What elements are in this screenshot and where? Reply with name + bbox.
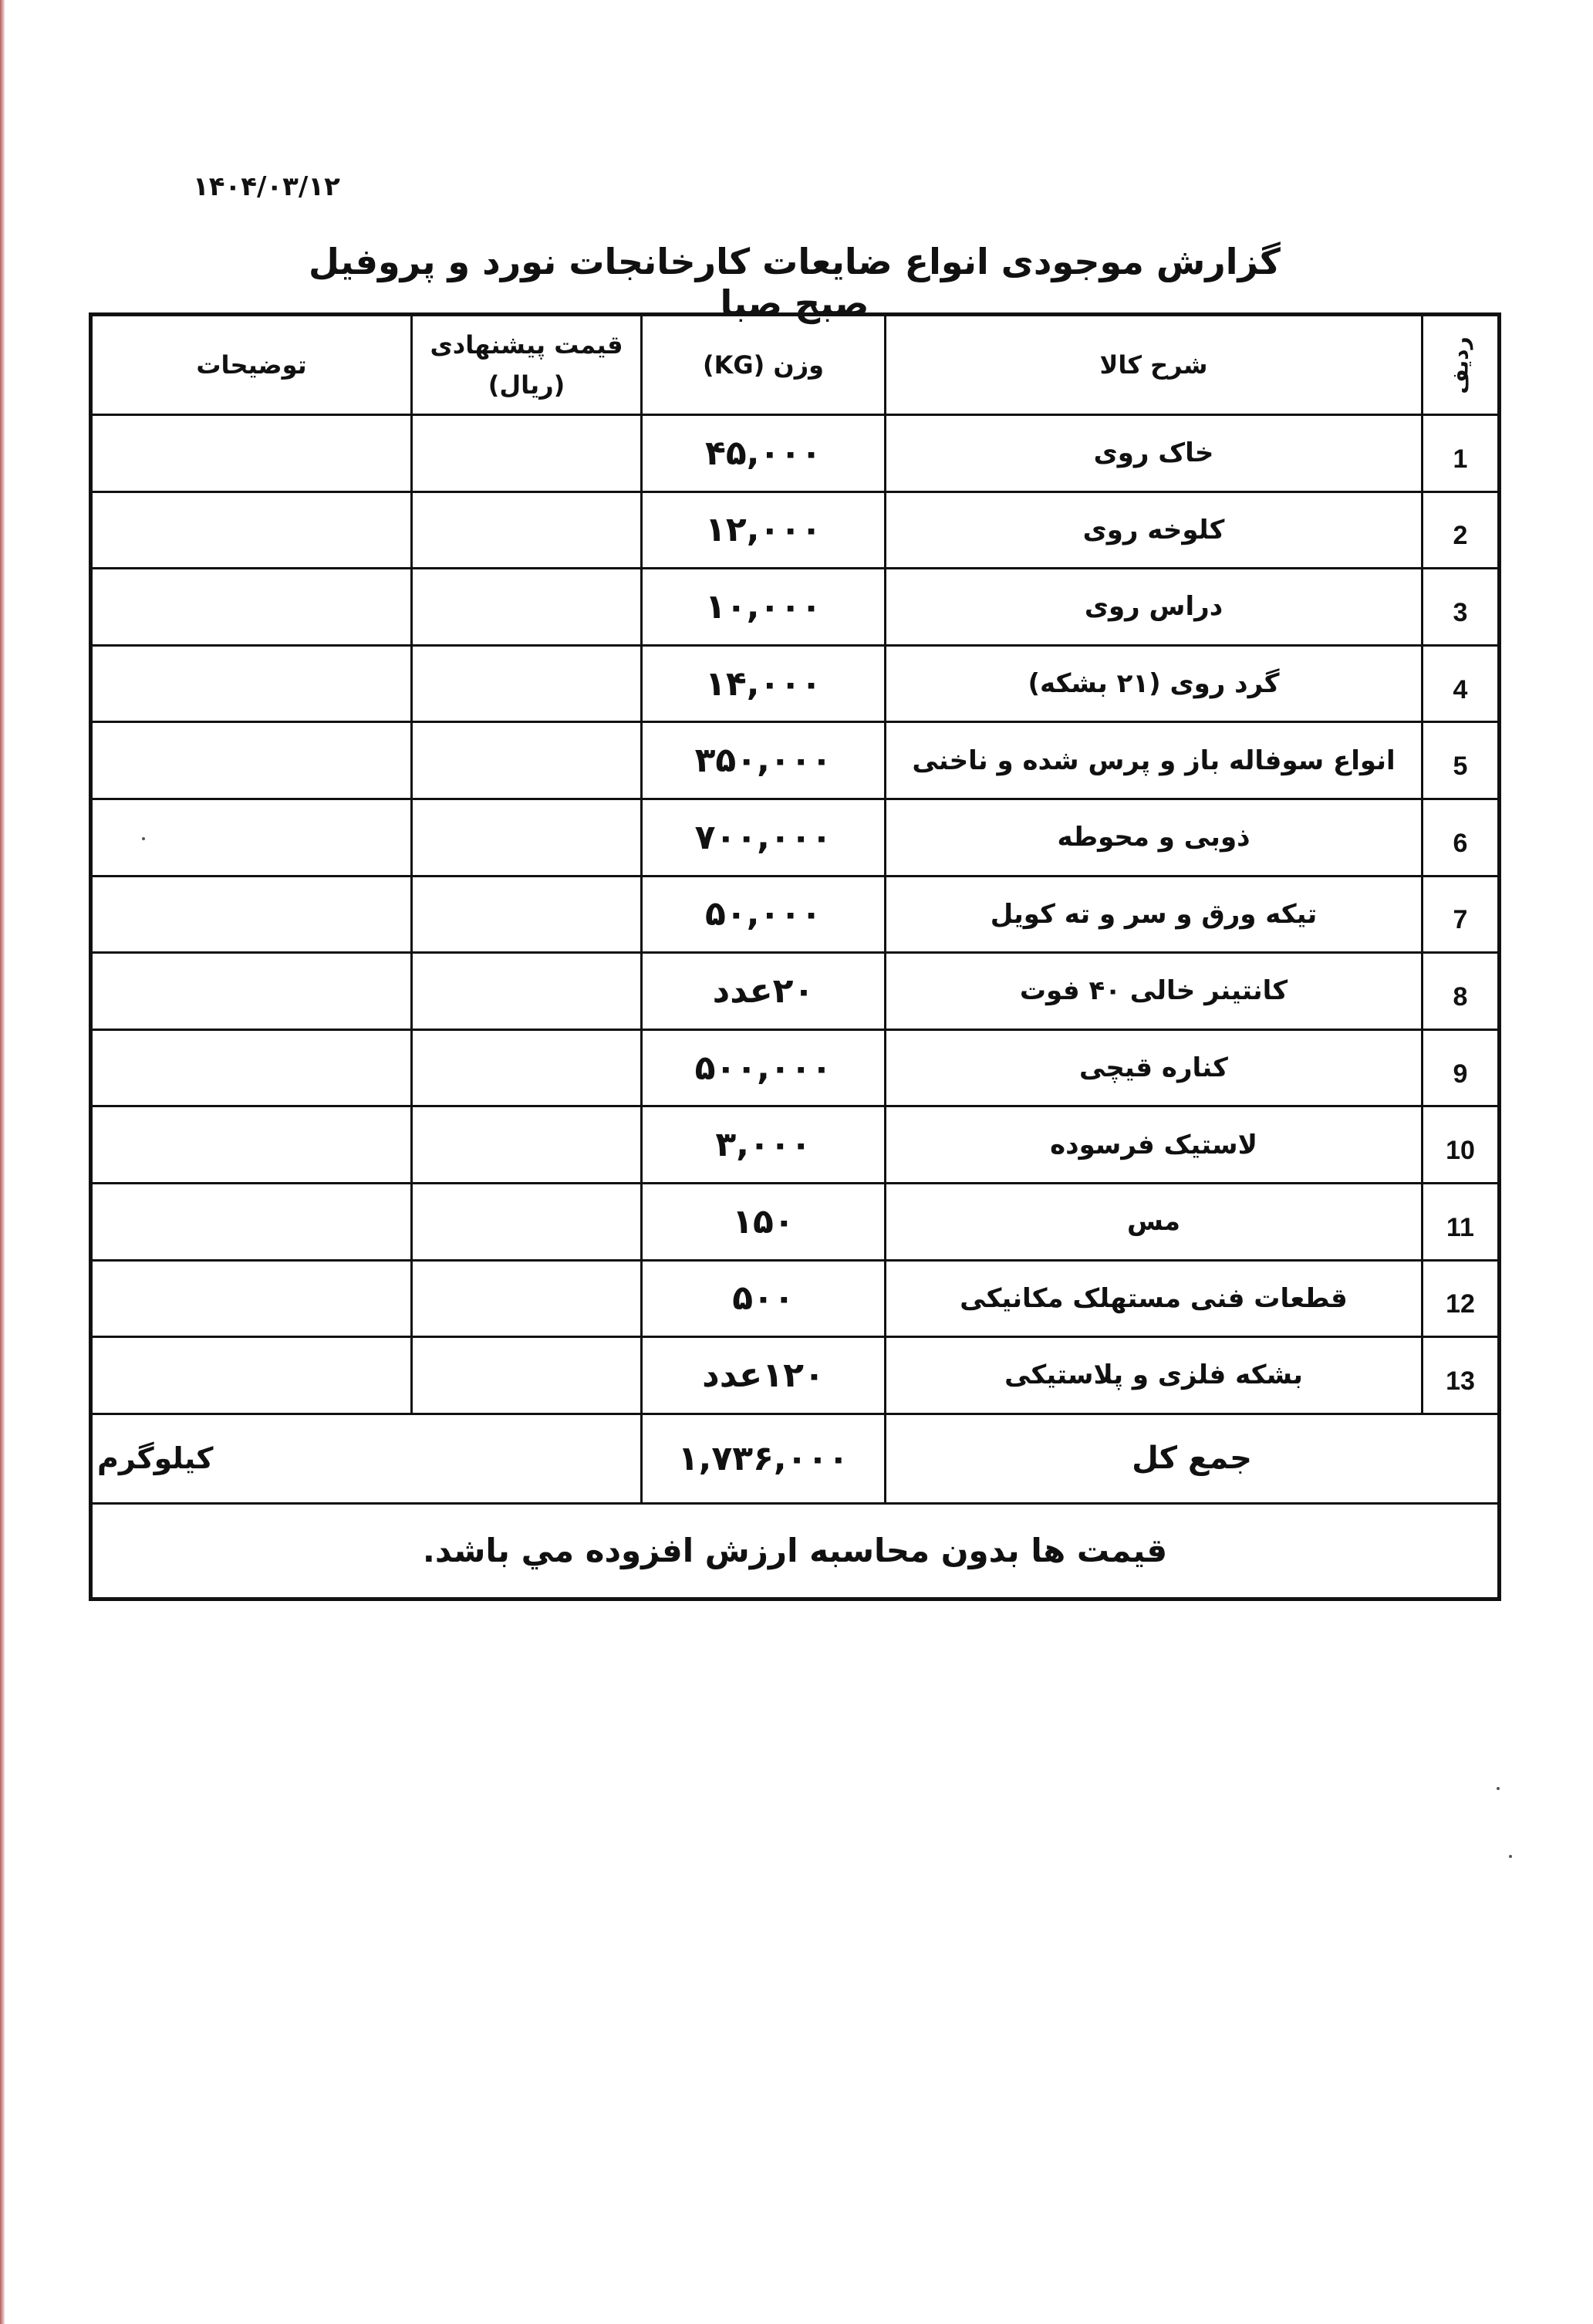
item-description: انواع سوفاله باز و پرس شده و ناخنی: [886, 722, 1423, 799]
total-weight: ۱,۷۳۶,۰۰۰: [642, 1414, 886, 1503]
total-row: [91, 1414, 1500, 1503]
item-weight: ۱۰,۰۰۰: [642, 569, 886, 646]
scan-speck: [1509, 1855, 1512, 1858]
row-number: 2: [1423, 491, 1500, 569]
row-number: 1: [1423, 415, 1500, 492]
item-price: [412, 1337, 642, 1414]
item-notes: [91, 799, 412, 876]
item-description: کلوخه روی: [886, 491, 1423, 569]
item-description: ذوبی و محوطه: [886, 799, 1423, 876]
item-weight: ۱۵۰: [642, 1183, 886, 1260]
vat-note: قیمت ها بدون محاسبه ارزش افزوده مي باشد.: [91, 1503, 1500, 1599]
item-price: [412, 1183, 642, 1260]
item-notes: [91, 645, 412, 722]
total-unit-label: کیلوگرم: [97, 1441, 214, 1476]
header-row-number: ردیف: [1423, 315, 1500, 415]
table-header-row: [91, 315, 1500, 415]
header-weight: وزن (KG): [642, 315, 886, 415]
inventory-table: [89, 312, 1501, 1601]
item-description: قطعات فنی مستهلک مکانیکی: [886, 1260, 1423, 1337]
row-number: 10: [1423, 1106, 1500, 1184]
item-description: مس: [886, 1183, 1423, 1260]
item-weight: ۱۴,۰۰۰: [642, 645, 886, 722]
item-weight: ۴۵,۰۰۰: [642, 415, 886, 492]
header-price: [412, 315, 642, 415]
item-notes: [91, 722, 412, 799]
item-notes: [91, 569, 412, 646]
item-price: [412, 415, 642, 492]
row-number: 7: [1423, 876, 1500, 953]
item-weight: ۱۲۰عدد: [642, 1337, 886, 1414]
table-row: [91, 1029, 1500, 1106]
item-price: [412, 1260, 642, 1337]
row-number: 12: [1423, 1260, 1500, 1337]
item-price: [412, 876, 642, 953]
item-weight: ۵۰,۰۰۰: [642, 876, 886, 953]
scan-speck: [142, 837, 145, 840]
row-number: 9: [1423, 1029, 1500, 1106]
item-notes: [91, 415, 412, 492]
item-notes: [91, 953, 412, 1030]
item-description: تیکه ورق و سر و ته کویل: [886, 876, 1423, 953]
note-row: [91, 1503, 1500, 1599]
table-row: [91, 1106, 1500, 1184]
item-weight: ۲۰عدد: [642, 953, 886, 1030]
scan-edge-stain: [0, 0, 5, 2324]
item-weight: ۳۵۰,۰۰۰: [642, 722, 886, 799]
report-date: ۱۴۰۴/۰۳/۱۲: [193, 171, 340, 202]
item-price: [412, 569, 642, 646]
header-price-label: قیمت پیشنهادی: [430, 330, 623, 360]
row-number: 8: [1423, 953, 1500, 1030]
table-row: [91, 953, 1500, 1030]
total-label: جمع کل: [886, 1414, 1500, 1503]
item-notes: [91, 491, 412, 569]
table-row: [91, 645, 1500, 722]
scan-speck: [1497, 1787, 1500, 1790]
item-price: [412, 491, 642, 569]
item-price: [412, 953, 642, 1030]
item-notes: [91, 1106, 412, 1184]
item-weight: ۷۰۰,۰۰۰: [642, 799, 886, 876]
item-notes: [91, 1029, 412, 1106]
header-notes: توضیحات: [91, 315, 412, 415]
row-number: 13: [1423, 1337, 1500, 1414]
table-row: [91, 876, 1500, 953]
total-unit: [91, 1414, 642, 1503]
item-notes: [91, 1337, 412, 1414]
item-weight: ۱۲,۰۰۰: [642, 491, 886, 569]
item-weight: ۳,۰۰۰: [642, 1106, 886, 1184]
table-row: [91, 722, 1500, 799]
table-row: [91, 1260, 1500, 1337]
item-description: کناره قیچی: [886, 1029, 1423, 1106]
table-row: [91, 1337, 1500, 1414]
table-row: [91, 569, 1500, 646]
item-description: گرد روی (۲۱ بشکه): [886, 645, 1423, 722]
item-notes: [91, 1183, 412, 1260]
item-description: بشکه فلزی و پلاستیکی: [886, 1337, 1423, 1414]
row-number: 4: [1423, 645, 1500, 722]
item-notes: [91, 1260, 412, 1337]
item-price: [412, 722, 642, 799]
table-row: [91, 1183, 1500, 1260]
header-description: شرح کالا: [886, 315, 1423, 415]
item-description: دراس روی: [886, 569, 1423, 646]
table-row: [91, 415, 1500, 492]
item-price: [412, 1029, 642, 1106]
row-number: 6: [1423, 799, 1500, 876]
item-notes: [91, 876, 412, 953]
row-number: 5: [1423, 722, 1500, 799]
item-price: [412, 799, 642, 876]
item-description: خاک روی: [886, 415, 1423, 492]
item-price: [412, 1106, 642, 1184]
item-description: لاستیک فرسوده: [886, 1106, 1423, 1184]
row-number: 3: [1423, 569, 1500, 646]
report-title: گزارش موجودی انواع ضایعات کارخانجات نورد و پروفیل صبح صبا: [309, 241, 1281, 324]
header-price-unit: (ریال): [488, 370, 565, 400]
item-weight: ۵۰۰,۰۰۰: [642, 1029, 886, 1106]
table-row: [91, 491, 1500, 569]
item-weight: ۵۰۰: [642, 1260, 886, 1337]
row-number: 11: [1423, 1183, 1500, 1260]
item-description: کانتینر خالی ۴۰ فوت: [886, 953, 1423, 1030]
table-row: [91, 799, 1500, 876]
item-price: [412, 645, 642, 722]
